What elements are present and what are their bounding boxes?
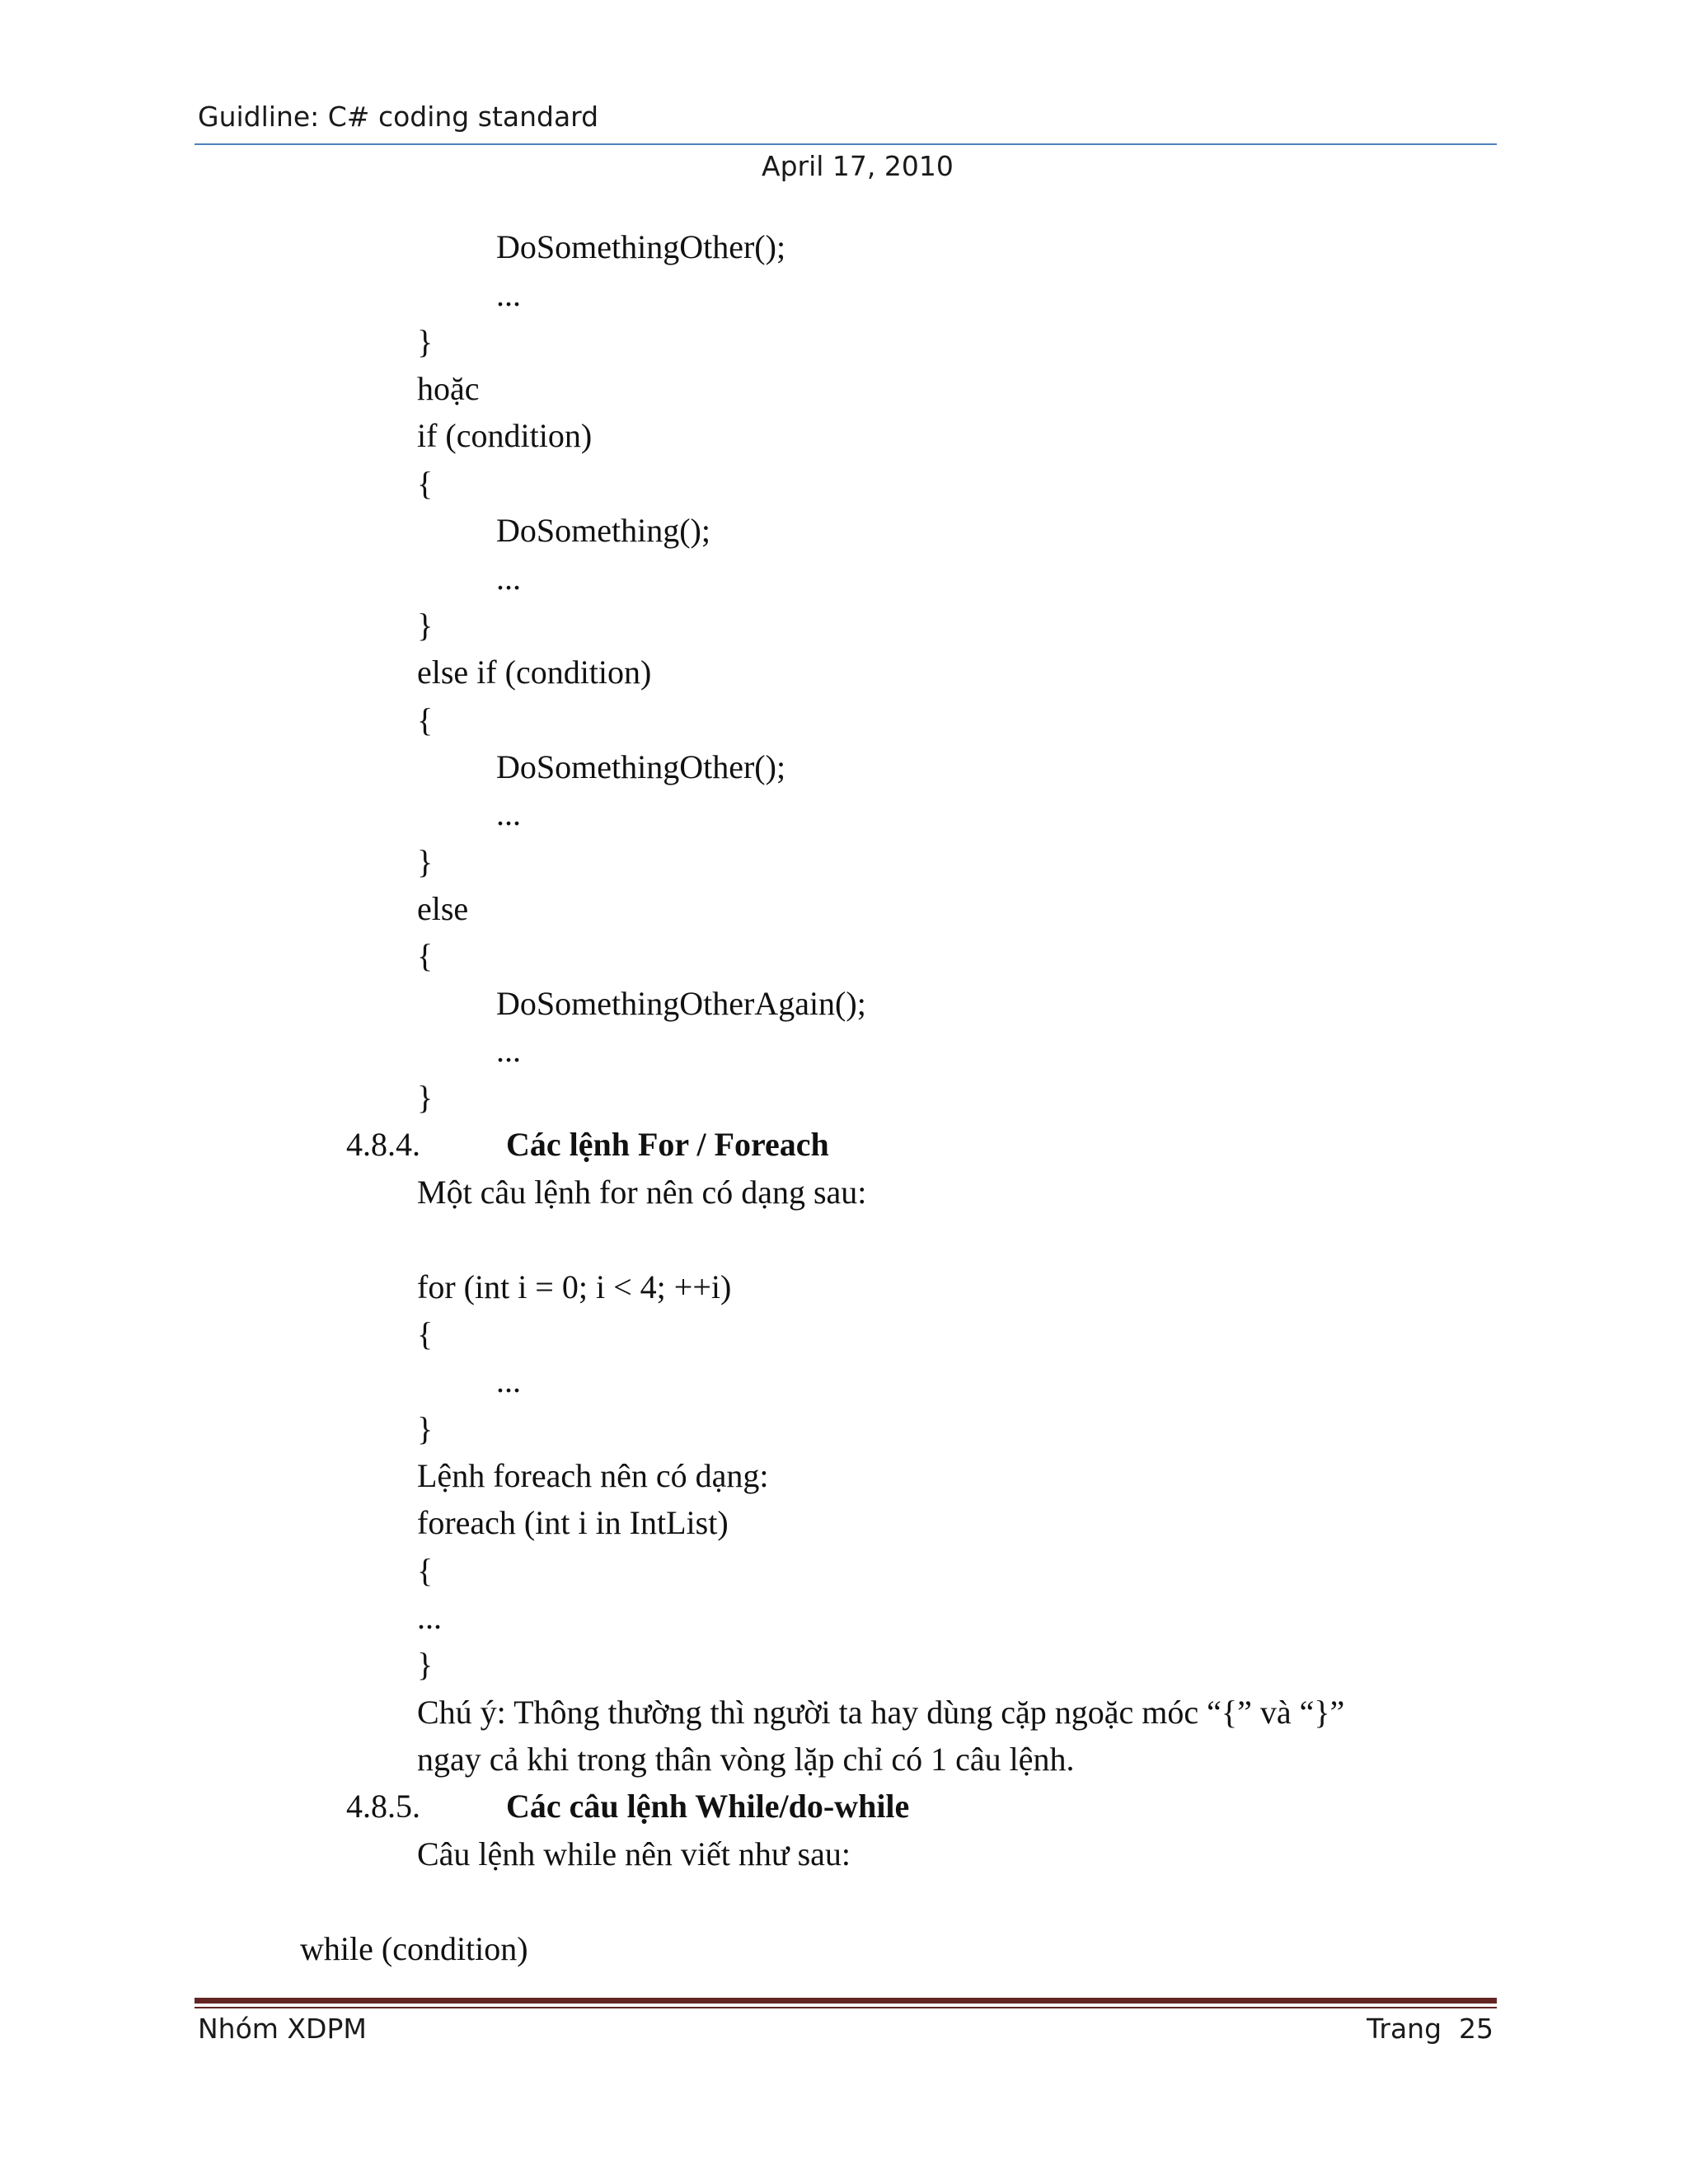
paragraph: Một câu lệnh for nên có dạng sau:	[417, 1174, 867, 1211]
code-line: }	[417, 1410, 434, 1447]
code-line: foreach (int i in IntList)	[417, 1504, 729, 1541]
code-line: ...	[496, 276, 521, 313]
code-line: }	[417, 1646, 434, 1683]
code-line: ...	[496, 560, 521, 597]
code-line: }	[417, 1079, 434, 1116]
code-line: ...	[496, 1032, 521, 1069]
code-line: for (int i = 0; i < 4; ++i)	[417, 1268, 732, 1305]
footer-divider	[195, 1998, 1497, 2004]
section-number: 4.8.4.	[346, 1126, 420, 1163]
code-line: }	[417, 323, 434, 360]
code-line: else if (condition)	[417, 654, 652, 691]
code-line: {	[417, 465, 434, 502]
code-line: DoSomethingOther();	[496, 748, 786, 785]
code-line: DoSomethingOtherAgain();	[496, 985, 866, 1022]
code-line: ...	[417, 1599, 442, 1636]
note-paragraph: Chú ý: Thông thường thì người ta hay dùng cặp ngoặc móc “{” và “}”	[417, 1694, 1345, 1731]
section-heading: Các lệnh For / Foreach	[506, 1126, 829, 1163]
header-date: April 17, 2010	[762, 150, 954, 182]
code-line: {	[417, 937, 434, 974]
footer-group: Nhóm XDPM	[198, 2013, 367, 2045]
note-paragraph: ngay cả khi trong thân vòng lặp chỉ có 1 câu lệnh.	[417, 1741, 1075, 1778]
code-line: ...	[496, 1362, 521, 1399]
footer-divider-thin	[195, 2007, 1497, 2008]
code-line: hoặc	[417, 370, 480, 407]
code-line: DoSomething();	[496, 512, 710, 549]
footer-page-number: Trang 25	[1367, 2013, 1493, 2045]
code-line: while (condition)	[300, 1930, 528, 1967]
code-line: {	[417, 1552, 434, 1589]
code-line: ...	[496, 795, 521, 832]
code-line: else	[417, 890, 469, 927]
section-heading: Các câu lệnh While/do-while	[506, 1788, 910, 1825]
code-line: if (condition)	[417, 417, 593, 454]
code-line: {	[417, 1315, 434, 1352]
section-number: 4.8.5.	[346, 1788, 420, 1825]
paragraph: Lệnh foreach nên có dạng:	[417, 1457, 769, 1494]
paragraph: Câu lệnh while nên viết như sau:	[417, 1835, 851, 1872]
header-divider	[195, 143, 1497, 145]
code-line: {	[417, 701, 434, 738]
code-line: }	[417, 607, 434, 644]
header-title: Guidline: C# coding standard	[198, 101, 599, 133]
code-line: DoSomethingOther();	[496, 228, 786, 265]
code-line: }	[417, 843, 434, 880]
